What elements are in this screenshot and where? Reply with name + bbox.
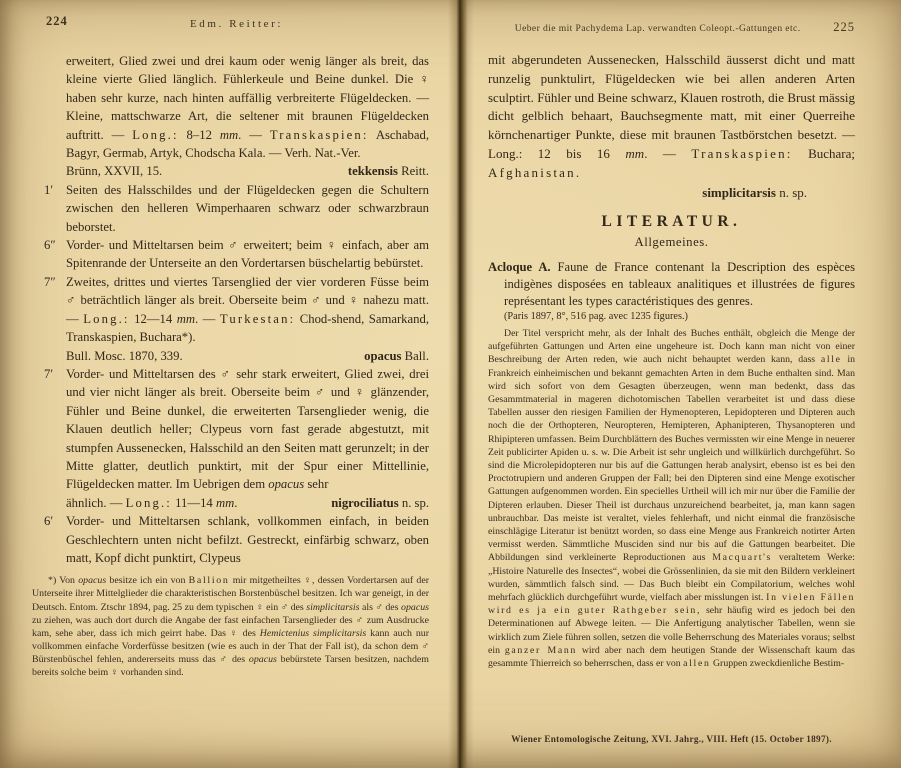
item-marker: 7′ (44, 366, 54, 381)
text-segment: wird aber nach dem heutigen Stande der Wissenschaft kaum das gesammte Thierreich so beherrschen, dass er von (488, 644, 855, 670)
text-segment: Gruppen zweckdienliche Bestim- (710, 658, 845, 670)
key-item (44, 512, 429, 567)
text-segment: opacus (364, 348, 402, 363)
text-segment: . — (644, 145, 692, 161)
text-segment: . (234, 495, 238, 510)
page-number: 225 (833, 20, 855, 34)
text-segment: erweitert, Glied zwei und drei kaum oder wenig länger als breit, das kleine vierte Glied länglich. Fühlerkeule und Beine dunkel. Die ♀ haben sehr kurze, nach hinten auffällig verbreiterte Flügeldecken. — Kleine, mattschwarze Art, die seltener mit braunen Flügeldecken auftritt. — (66, 54, 429, 142)
reference-entry (488, 259, 855, 310)
text-segment: opacus (78, 575, 107, 587)
species-line (44, 494, 429, 512)
text-segment: Vorder- und Mitteltarsen schlank, vollkommen einfach, in beiden Geschlechtern unten nicht befilzt. Gestreckt, einfärbig schwarz, oben matt, Kopf dicht punktirt, Clypeus (66, 514, 429, 565)
key-item (44, 365, 429, 494)
text-segment: mm (219, 127, 239, 142)
species-line (44, 162, 429, 180)
text-segment: Turkestan: (219, 311, 296, 326)
left-page-header (44, 14, 429, 32)
text-segment: Long.: (125, 495, 172, 510)
right-page-header (488, 20, 855, 35)
journal-footer: Wiener Entomologische Zeitung, XVI. Jahrg., VIII. Heft (15. October 1897). (511, 734, 832, 744)
text-segment: Acloque A. (488, 259, 551, 274)
text-segment: 11—14 (172, 495, 216, 510)
item-marker: 6′ (44, 514, 54, 529)
text-segment: simplicitarsis (306, 601, 360, 613)
left-page-footnotes (32, 574, 429, 679)
text-segment: nigrociliatus (331, 495, 399, 510)
line-right (331, 494, 429, 512)
text-segment: Ball. (401, 348, 429, 363)
text-segment: Bull. Mosc. 1870, 339. (66, 348, 183, 363)
text-segment: simplicitarsis (702, 184, 776, 200)
item-marker: 1′ (44, 182, 54, 197)
text-segment: Transkaspien: (269, 127, 369, 142)
text-segment: zu ziehen, was auch dort durch die Angabe der fast einfachen Tarsenglieder des ♂ zum Ausdrucke kam, sehe aber, dass ich mich geirrt habe. Das ♀ des (32, 614, 429, 639)
text-segment: opacus (268, 477, 305, 492)
line-left (66, 162, 162, 180)
text-segment: (Paris 1897, 8°, 516 pag. avec 1235 figures.) (504, 310, 688, 322)
subsection-heading (488, 233, 855, 252)
line-right (364, 347, 429, 365)
text-segment: besitze ich ein von (106, 575, 189, 587)
text-segment: Seiten des Halsschildes und der Flügeldecken gegen die Schultern zwischen den helleren Wimperhaaren schwarz oder schwarzbraun beborstet. (66, 182, 429, 234)
text-segment: veraltetem Werke: „Histoire Naturelle des Insectes“, wobei die Grössenlinien, da sie mit den Bildern verkleinert wurden, sämmtlich falsch sind. — Das Buch bleibt ein Compilatorium, welches wohl mehrfach glücklich durchgeführt wurde, vielfach aber misslungen ist. (488, 552, 855, 604)
text-segment: Afghanistan. (488, 164, 582, 180)
text-segment: 12—14 (129, 311, 177, 326)
text-segment: . — (195, 311, 220, 326)
right-page (462, 0, 901, 768)
text-segment: Vorder- und Mitteltarsen beim ♂ erweitert; beim ♀ einfach, aber am Spitenrande der Unterseite an den Vordertarsen büschelartig bebürstet. (66, 238, 429, 271)
footnote (32, 574, 429, 679)
text-segment: Allgemeines. (634, 235, 709, 250)
text-segment: Long.: (132, 127, 179, 142)
key-item (44, 273, 429, 347)
text-segment: mit abgerundeten Aussenecken, Halsschild äusserst dicht und matt runzelig punktulirt, Flügeldecken wie bei allen anderen Arten sculptirt. Fühler und Beine schwarz, Klauen rostroth, die Brust mässig dicht gelblich behaart, Bauchsegmente matt, mit einer Querreihe körnchenartiger Punkte, diese mit braunen Tastbörstchen besetzt. — Long.: 12 bis 16 (488, 52, 855, 161)
line-left (66, 494, 237, 512)
text-segment: Brünn, XXVII, 15. (66, 164, 163, 179)
text-segment: sehr (304, 477, 329, 492)
text-segment: Ballion (188, 575, 230, 587)
paragraph-continuation (44, 52, 429, 162)
reference-imprint (504, 310, 855, 324)
species-line (44, 347, 429, 365)
text-segment: Long.: (83, 311, 130, 326)
text-segment: Reitt. (397, 164, 429, 179)
text-segment: sehr häufig wird es jedoch bei den Determinationen auf Abwege leiten. — Die Anfertigung analytischer Tabellen, wenn sie wirklich zum Ziele führen sollen, setzen die volle Beherrschung des Materiales voraus; selbst ein (488, 605, 856, 656)
text-segment: . — (238, 127, 270, 142)
text-segment: allen (683, 658, 711, 670)
item-marker: 6″ (44, 238, 56, 253)
text-segment: In vielen Fällen wird es ja ein guter Rathgeber sein, (488, 592, 856, 617)
text-segment: in Frankreich einheimischen und bekannt gemachten Arten in dem Buche enthalten sind. Man wird sich sofort von dem Gesagten überzeugen, wenn man bedenkt, dass das Gesammtmaterial in mageren dichotomischen Tabellen verarbeitet ist und dass diese Tabellen ausser den riesigen Familien der Hymenopteren, Lepidopteren und Dipteren auch noch die der Orthopteren, Neuropteren, Hemipteren, Aphanipteren, Thysanopteren und Rhipipteren umfassen. Beim Durchblättern des Buches vermissten wir eine Menge in neuerer Zeit publicirter Apiden u. s. w. Die Arbeit ist sehr ungleich und willkürlich durchgeführt. So sind die Microlepidopteren nur bis auf die Gattungen herab analysirt, ebenso ist es bei den Proctotrupiern und anderen Gruppen der Fall; bei den Dipteren sind eine Menge exotischer Gattungen aufgenommen worden. Ein specielles Urtheil will ich mir nur über die Familie der Dipteren erlauben. Dieser Theil ist durchaus unzureichend bearbeitet, ja, man kann sagen unbrauchbar. Das meiste ist veraltet, vieles fehlerhaft, und nicht einmal die französische einschlägige Literatur ist benützt worden, so dass eine Menge aus Frankreich notirter Arten vermisst werden. Sämmtliche Musciden sind nur bis auf die Gattungen bearbeitet. Die Abbildungen sind verkleinerte Reproductionen aus (488, 354, 856, 564)
text-segment: 8–12 (178, 127, 220, 142)
line-left (66, 347, 183, 365)
text-segment: LITERATUR. (601, 213, 742, 231)
text-segment: mm (176, 311, 196, 326)
text-segment: Der Titel verspricht mehr, als der Inhalt des Buches enthält, obgleich die Menge der aufgeführten Gattungen und Arten eine ungeheure ist. Doch kann man nicht von einer Beschreibung der Arten reden, wie auch nicht behauptet werden kann, dass (488, 327, 855, 366)
running-header: Edm. Reitter: (189, 18, 284, 30)
text-segment: alle (820, 354, 842, 366)
line-right (348, 162, 429, 180)
text-segment: opacus (248, 653, 277, 665)
text-segment: *) Von (48, 575, 79, 587)
text-segment: Zweites, drittes und viertes Tarsenglied der vier vorderen Füsse beim ♂ beträchtlich länger als breit. Oberseite beim ♂ und ♀ nahezu matt. — (66, 274, 429, 326)
left-page-body (44, 52, 429, 567)
item-marker: 7″ (44, 274, 56, 289)
text-segment: opacus (401, 601, 429, 613)
text-segment: Transkaspien: (691, 145, 793, 161)
text-segment: bebürstete Tarsen besitzen, nachdem bereits solche beim ♀ vorhanden sind. (32, 653, 429, 679)
text-segment: Buchara; (792, 145, 856, 161)
page-number: 224 (46, 14, 68, 28)
text-segment: Hemictenius simplicitarsis (259, 627, 367, 639)
key-item (44, 236, 429, 273)
paragraph-continuation (488, 51, 855, 183)
text-segment: mir mitgetheiltes ♀, dessen Vordertarsen auf der Unterseite ihrer Mittelglieder die charakteristischen Borstenbüschel besitzen. Ich war geneigt, in der Deutsch. Entom. Ztschr 1894, pag. 25 zu dem typischen ♀ ein ♂ des (32, 575, 430, 613)
text-segment: als ♂ des (359, 601, 402, 613)
text-segment: n. sp. (398, 495, 429, 510)
key-item (44, 181, 429, 236)
text-segment: Macquart's (712, 552, 773, 564)
text-segment: Faune de France contenant la Description des espèces indigènes disposées en tableaux analitiques et illustrées de figures représentant les types caractéristiques des genres. (504, 259, 855, 308)
review-text (488, 327, 855, 670)
text-segment: kann auch nur vollkommen einfache Vorderfüsse besitzen (wie es auch in der That der Fall ist), da schon dem ♂ Bürstenbüschel fehlen, andererseits muss das ♂ des (32, 627, 429, 665)
text-segment: ähnlich. — (66, 495, 126, 510)
text-segment: Vorder- und Mitteltarsen des ♂ sehr stark erweitert, Glied zwei, drei und vier nicht länger als breit. Oberseite beim ♂ und ♀ glänzender, Fühler und Beine dunkel, die erweiterten Tarsenglieder wenig, die Klauen deutlich heller; Clypeus vorn fast gerade abgestutzt, mit stumpfen Aussenecken, Halsschild an den Seiten matt gerunzelt; in der Mitte glatter, deutlich punktirt, mit der Spur einer Mittellinie, Flügeldecken matter. Im Uebrigen dem (66, 366, 429, 492)
text-segment: n. sp. (775, 184, 807, 200)
text-segment: tekkensis (347, 164, 398, 179)
text-segment: mm (215, 495, 235, 510)
section-heading (488, 213, 855, 232)
text-segment: Chod-shend, Samarkand, Transkaspien, Buchara*). (66, 311, 430, 345)
text-segment: ganzer Mann (504, 644, 577, 656)
right-page-body (488, 51, 855, 670)
text-segment: Aschabad, Bagyr, Germab, Artyk, Chodscha Kala. — Verh. Nat.-Ver. (66, 127, 430, 161)
species-line (488, 184, 855, 203)
text-segment: mm (625, 145, 645, 161)
running-header: Ueber die mit Pachydema Lap. verwandten Coleopt.-Gattungen etc. (514, 23, 801, 34)
